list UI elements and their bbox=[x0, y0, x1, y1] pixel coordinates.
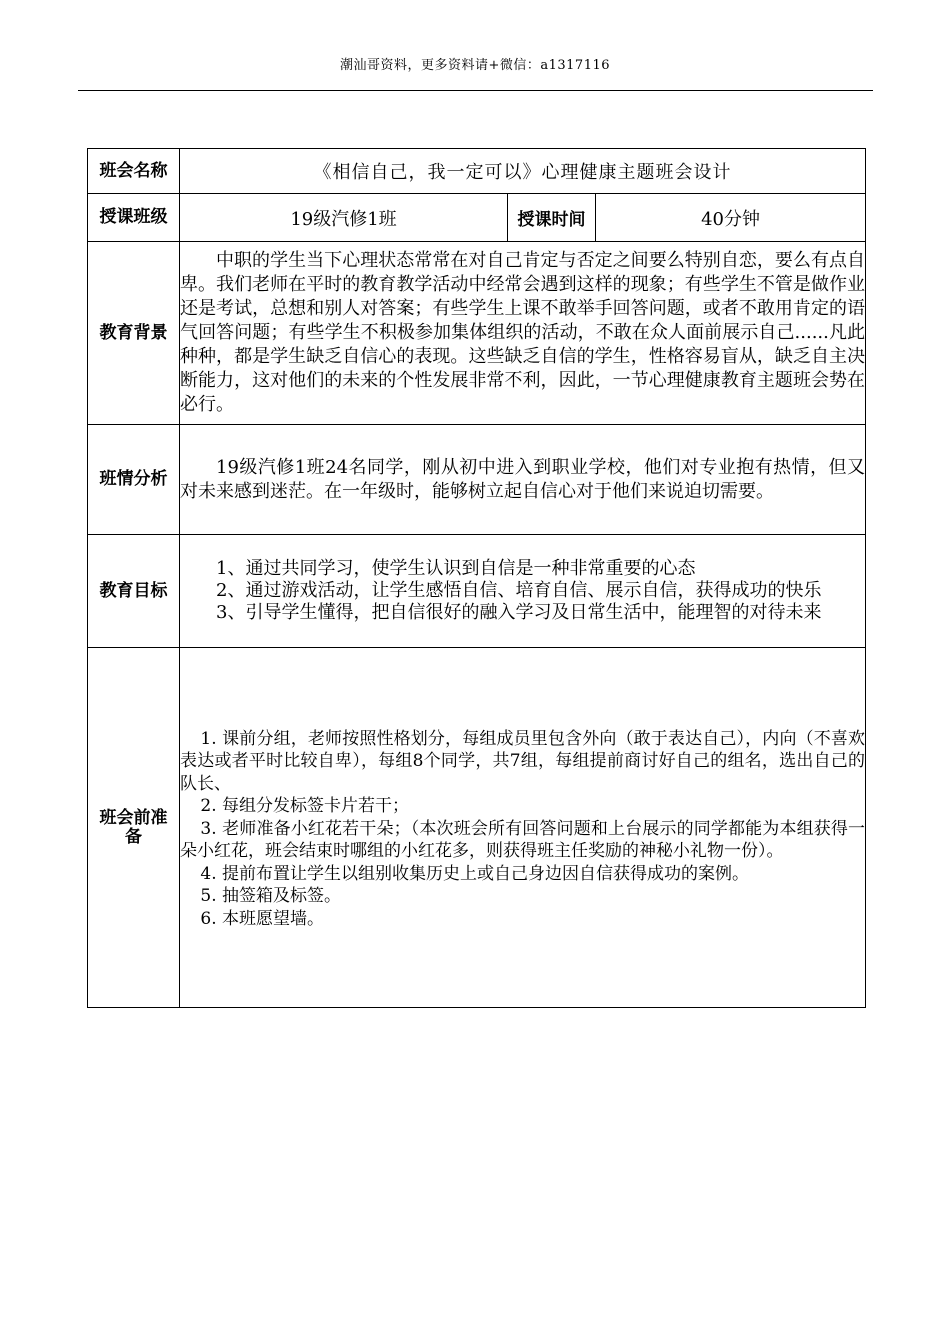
page-header-text: 潮汕哥资料，更多资料请+微信：a1317116 bbox=[339, 58, 611, 73]
prep-item: 6. 本班愿望墙。 bbox=[200, 908, 325, 929]
time-value: 40分钟 bbox=[596, 194, 866, 242]
header-divider bbox=[78, 90, 873, 91]
analysis-text: 19级汽修1班24名同学，刚从初中进入到职业学校，他们对专业抱有热情，但又对未来感到迷茫。在一年级时，能够树立起自信心对于他们来说迫切需要。 bbox=[180, 456, 866, 502]
prep-item: 1. 课前分组，老师按照性格划分，每组成员里包含外向（敢于表达自己），内向（不喜欢表达或者平时比较自卑），每组8个同学，共7组，每组提前商讨好自己的组名，选出自己的队长、 bbox=[180, 728, 866, 794]
lesson-plan-table bbox=[87, 148, 866, 1008]
goal-item: 3、引导学生懂得，把自信很好的融入学习及日常生活中，能理智的对待未来 bbox=[216, 602, 822, 623]
goal-item: 2、通过游戏活动，让学生感悟自信、培育自信、展示自信，获得成功的快乐 bbox=[216, 580, 822, 601]
row-goals bbox=[88, 535, 866, 648]
background-text: 中职的学生当下心理状态常常在对自己肯定与否定之间要么特别自恋，要么有点自卑。我们老师在平时的教育教学活动中经常会遇到这样的现象；有些学生不管是做作业还是考试，总想和别人对答案；有些学生上课不敢举手回答问题，或者不敢用肯定的语气回答问题；有些学生不积极参加集体组织的活动，不敢在众人面前展示自己......凡此种种，都是学生缺乏自信心的表现。这些缺乏自信的学生，性格容易盲从，缺乏自主决断能力，这对他们的未来的个性发展非常不利，因此，一节心理健康教育主题班会势在必行。 bbox=[180, 250, 866, 415]
row-preparation bbox=[88, 648, 866, 1008]
prep-item: 4. 提前布置让学生以组别收集历史上或自己身边因自信获得成功的案例。 bbox=[200, 863, 750, 884]
row-background bbox=[88, 242, 866, 425]
goals-label: 教育目标 bbox=[88, 535, 180, 648]
prep-item: 5. 抽签箱及标签。 bbox=[200, 886, 342, 907]
goals-cell bbox=[180, 535, 866, 648]
analysis-cell bbox=[180, 425, 866, 535]
class-value: 19级汽修1班 bbox=[180, 194, 508, 242]
row-analysis bbox=[88, 425, 866, 535]
prep-cell bbox=[180, 648, 866, 1008]
row-class-time bbox=[88, 194, 866, 242]
class-label: 授课班级 bbox=[88, 194, 180, 242]
prep-item: 3. 老师准备小红花若干朵；（本次班会所有回答问题和上台展示的同学都能为本组获得一朵小红花，班会结束时哪组的小红花多，则获得班主任奖励的神秘小礼物一份）。 bbox=[180, 818, 866, 862]
prep-label: 班会前准备 bbox=[88, 648, 180, 1008]
goal-item: 1、通过共同学习，使学生认识到自信是一种非常重要的心态 bbox=[216, 558, 696, 579]
prep-item: 2. 每组分发标签卡片若干； bbox=[200, 796, 410, 817]
name-label: 班会名称 bbox=[88, 149, 180, 194]
name-value: 《相信自己，我一定可以》心理健康主题班会设计 bbox=[180, 149, 866, 194]
analysis-label: 班情分析 bbox=[88, 425, 180, 535]
time-label: 授课时间 bbox=[508, 194, 596, 242]
row-name bbox=[88, 149, 866, 194]
background-cell bbox=[180, 242, 866, 425]
background-label: 教育背景 bbox=[88, 242, 180, 425]
